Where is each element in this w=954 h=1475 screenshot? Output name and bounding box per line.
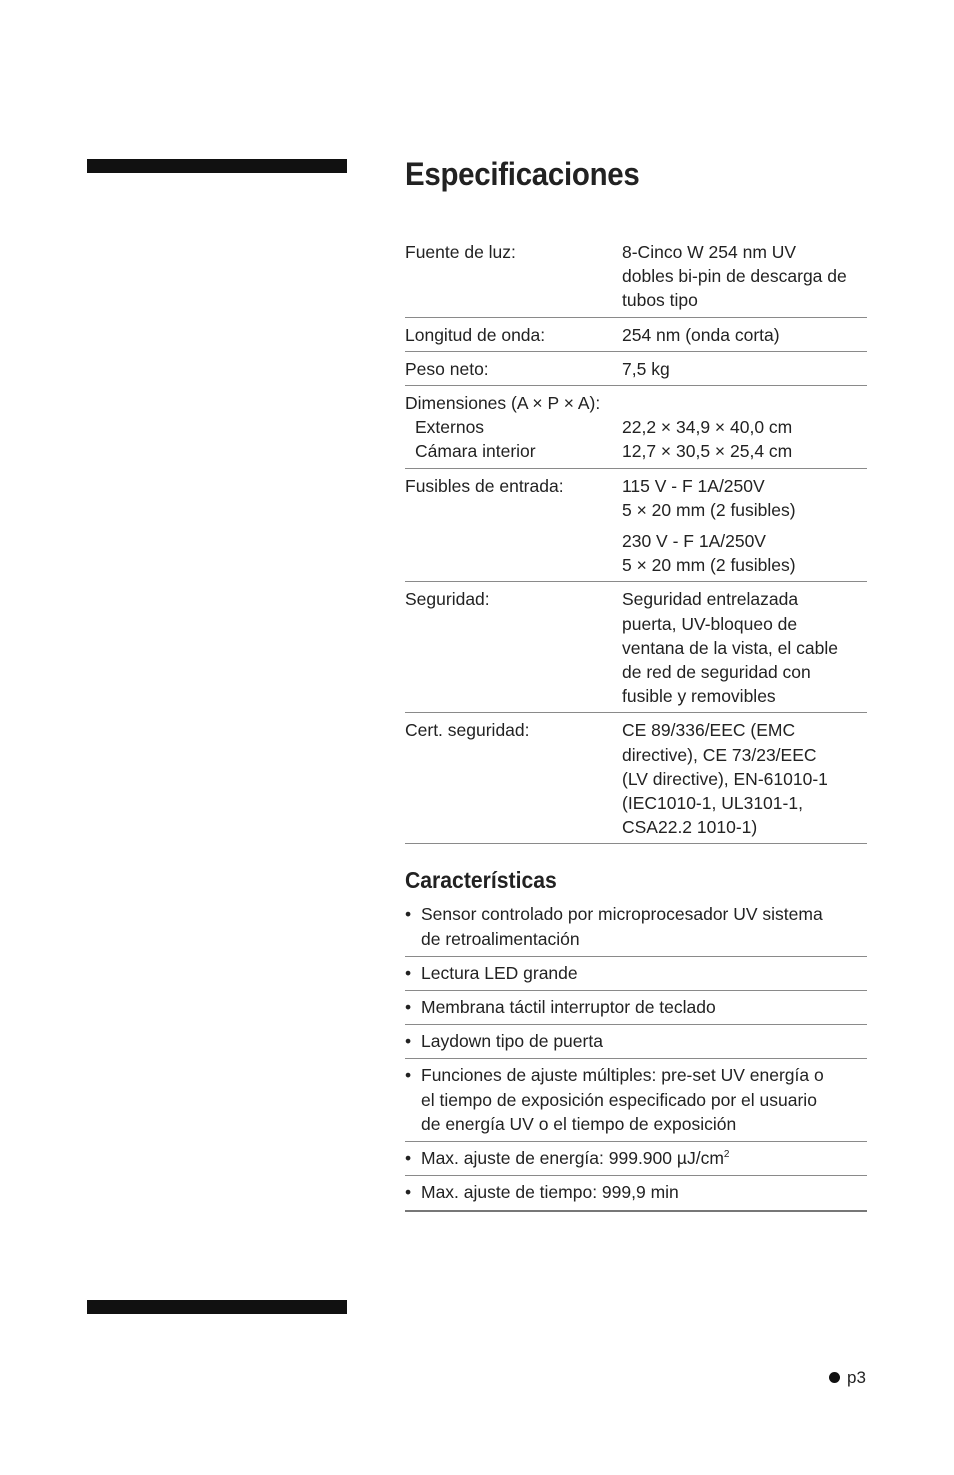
spec-label: Fusibles de entrada: [405,475,564,496]
top-decorative-bar [87,159,347,173]
features-heading: Características [405,867,557,894]
feature-line: de energía UV o el tiempo de exposición [421,1113,737,1134]
spec-label: Peso neto: [405,358,489,379]
spec-value [622,235,867,317]
spec-value-line: 254 nm (onda corta) [622,324,780,345]
main-content [405,150,867,1212]
bullet-icon: • [405,1031,412,1052]
list-item [405,991,867,1025]
list-item [405,1025,867,1059]
spec-value [622,713,867,844]
feature-line [421,1146,867,1170]
bullet-icon: • [405,1065,412,1086]
list-item [405,1176,867,1211]
spec-label: Fuente de luz: [405,242,516,262]
spec-value-line: directive), CE 73/23/EEC [622,744,817,765]
bullet-icon: • [405,904,412,925]
spec-value-line: (IEC1010-1, UL3101-1, [622,793,803,814]
spec-value-external: 22,2 × 34,9 × 40,0 cm [622,417,793,438]
specifications-table [405,235,867,844]
spec-value-interior: 12,7 × 30,5 × 25,4 cm [622,441,793,462]
spec-label: Seguridad: [405,589,490,610]
spec-value [622,468,867,582]
fuse-block-230v [622,529,867,577]
list-item [405,957,867,991]
page-number-text: p3 [847,1368,866,1387]
spec-value-line: 115 V - F 1A/250V [622,475,765,496]
bullet-icon: • [405,1148,412,1169]
spec-row-wavelength [405,317,867,351]
feature-line: Sensor controlado por microprocesador UV sistema [421,904,823,925]
bullet-icon: • [405,962,412,983]
page-number [829,1366,866,1390]
feature-line: el tiempo de exposición especificado por el usuario [421,1089,817,1110]
spec-label: Cert. seguridad: [405,720,530,741]
bullet-icon: • [405,997,412,1018]
bullet-dot-icon [829,1372,840,1383]
spec-row-safety-cert [405,713,867,844]
spec-value-line: 5 × 20 mm (2 fusibles) [622,555,796,576]
list-item [405,1059,867,1142]
spec-value-line: Seguridad entrelazada [622,589,799,610]
spec-value-line: 5 × 20 mm (2 fusibles) [622,499,796,520]
spec-value [622,582,867,713]
feature-line: Laydown tipo de puerta [421,1031,603,1052]
spec-row-dimensions [405,386,867,469]
spec-value-line: de red de seguridad con [622,662,811,683]
bullet-icon: • [405,1182,412,1203]
spec-row-light-source [405,235,867,317]
spec-value-line: puerta, UV-bloqueo de [622,613,798,634]
spec-value [622,317,867,351]
feature-line: Max. ajuste de tiempo: 999,9 min [421,1182,679,1203]
superscript: 2 [723,1149,730,1161]
feature-line: de retroalimentación [421,928,580,949]
spec-value-spacer [622,391,867,415]
list-item [405,902,867,956]
spec-row-net-weight [405,351,867,385]
spec-value [622,351,867,385]
spec-row-safety [405,582,867,713]
spec-value-line: fusible y removibles [622,686,776,707]
spec-value-line: tubos tipo [622,290,698,311]
features-list [405,902,867,1211]
spec-sub-label-interior: Cámara interior [415,441,536,462]
spec-sub-label-external: Externos [415,417,485,438]
spec-label-main: Dimensiones (A × P × A): [405,393,601,414]
spec-label: Longitud de onda: [405,324,546,345]
spec-value-line: 7,5 kg [622,358,670,379]
spec-value-line: dobles bi-pin de descarga de [622,266,847,287]
feature-line: Funciones de ajuste múltiples: pre-set UV energía o [421,1065,824,1086]
bottom-decorative-bar [87,1300,347,1314]
fuse-block-115v [622,474,867,522]
spec-value-line: 8-Cinco W 254 nm UV [622,242,797,262]
list-item [405,1142,867,1176]
feature-line: Membrana táctil interruptor de teclado [421,997,716,1018]
spec-value-line: 230 V - F 1A/250V [622,531,766,552]
spec-value-line: (LV directive), EN-61010-1 [622,768,828,789]
feature-line: Lectura LED grande [421,962,578,983]
spec-label [405,386,622,469]
page-title: Especificaciones [405,156,640,192]
spec-value-line: ventana de la vista, el cable [622,637,838,658]
spec-row-input-fuses [405,468,867,582]
feature-text: Max. ajuste de energía: 999.900 µJ/cm [421,1148,724,1169]
spec-value-line: CE 89/336/EEC (EMC [622,720,796,741]
spec-value-line: CSA22.2 1010-1) [622,817,758,838]
spec-value [622,386,867,469]
